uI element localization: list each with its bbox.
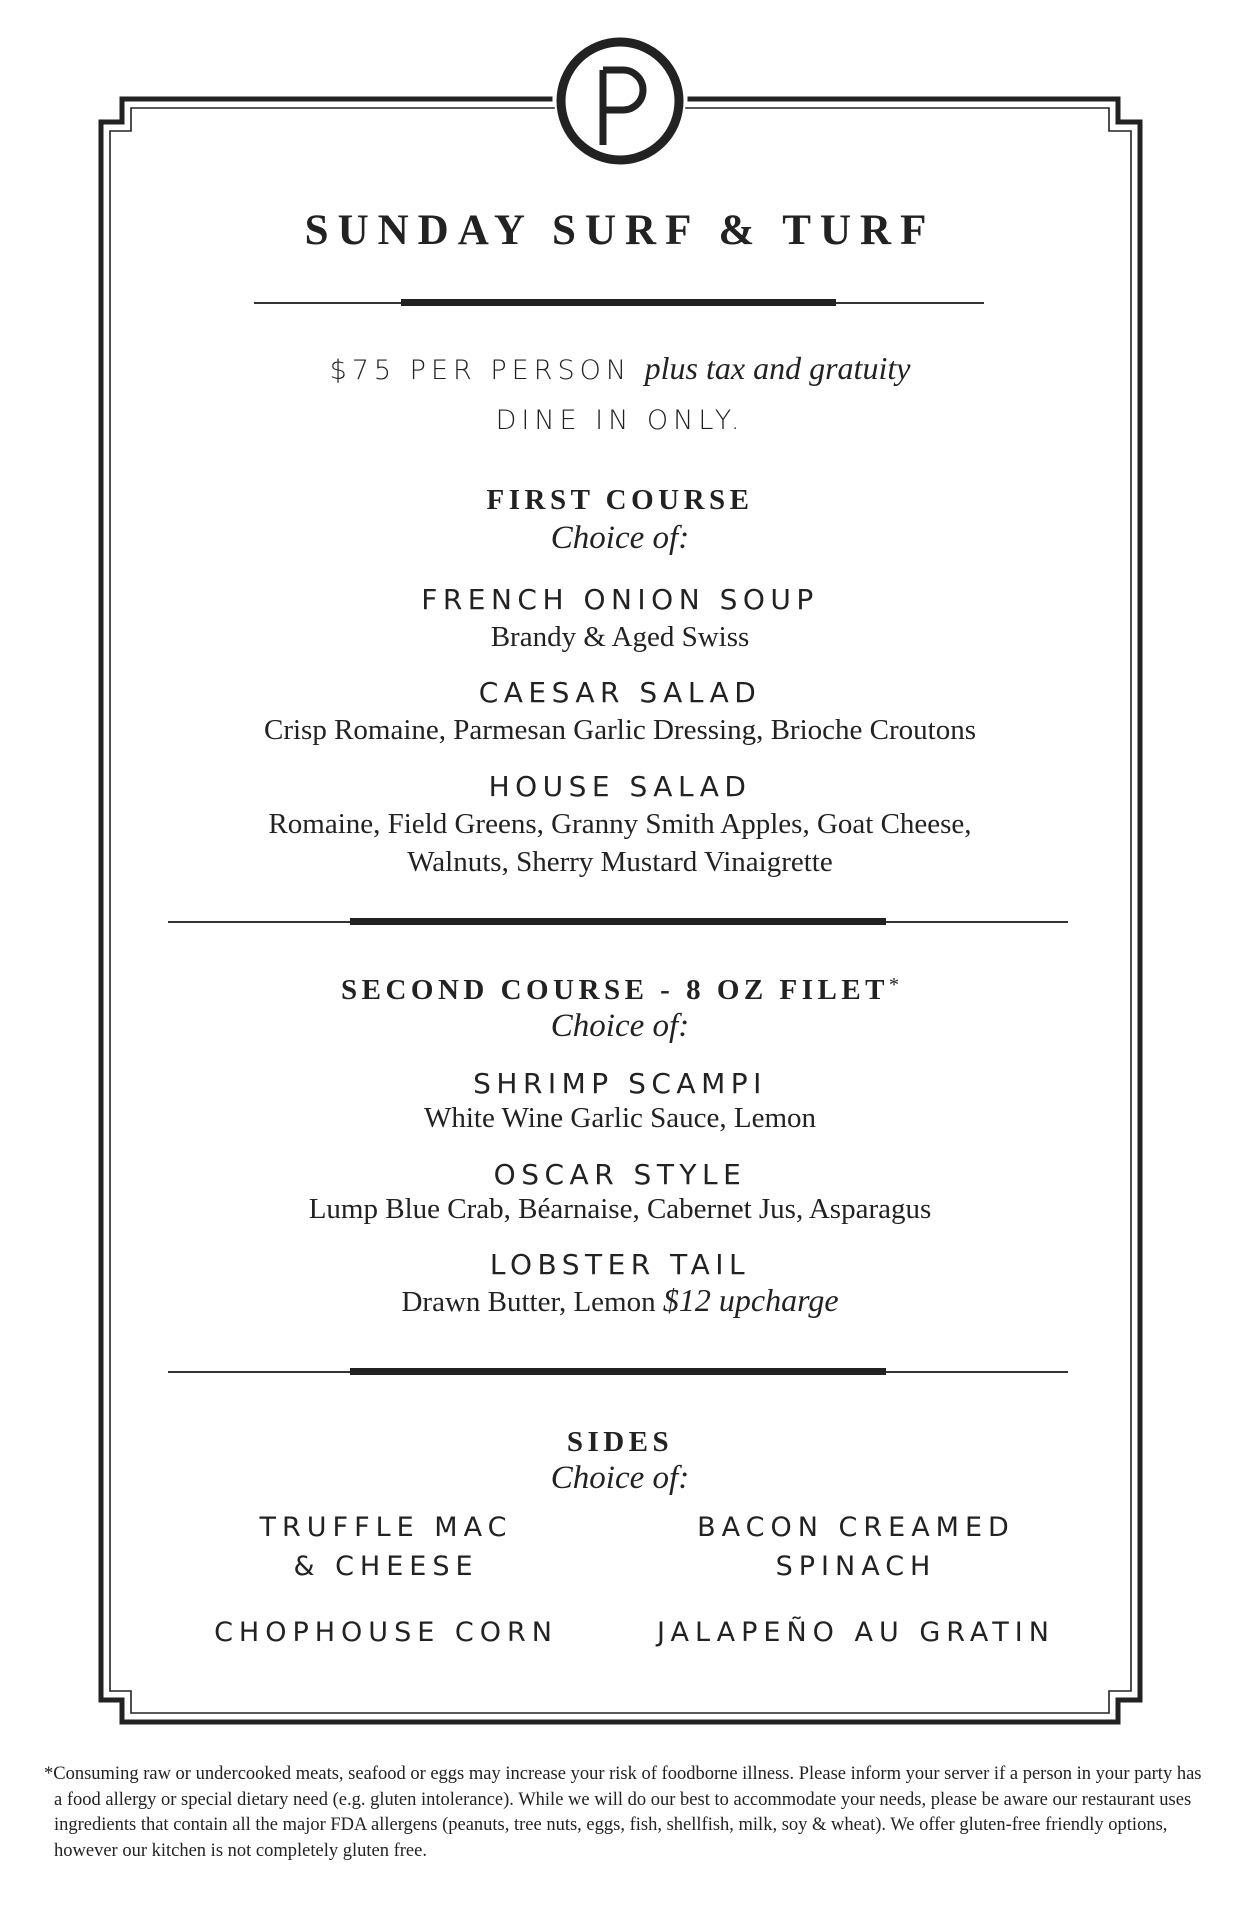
menu-item-desc — [100, 1281, 1140, 1321]
price-line — [100, 350, 1140, 387]
side-item — [166, 1508, 606, 1586]
asterisk: * — [889, 974, 900, 996]
sides-choice: Choice of: — [550, 1460, 690, 1496]
menu-title: SUNDAY SURF & TURF — [304, 207, 936, 254]
side-item — [166, 1613, 606, 1652]
menu-item-desc: Romaine, Field Greens, Granny Smith Apples, Goat Cheese, — [268, 808, 972, 840]
side-item-line: SPINACH — [775, 1551, 937, 1582]
price: $75 PER PERSON — [329, 355, 632, 386]
side-item-line: JALAPEÑO AU GRATIN — [657, 1617, 1055, 1648]
price-note: plus tax and gratuity — [644, 350, 911, 386]
restaurant-logo — [554, 35, 686, 167]
menu-item-desc: Walnuts, Sherry Mustard Vinaigrette — [407, 846, 833, 878]
menu-item-desc: Crisp Romaine, Parmesan Garlic Dressing, Brioche Croutons — [264, 714, 976, 746]
lobster-desc: Drawn Butter, Lemon — [401, 1286, 656, 1318]
first-course-choice: Choice of: — [550, 520, 690, 556]
menu-item-name: SHRIMP SCAMPI — [473, 1067, 767, 1100]
allergen-disclaimer: *Consuming raw or undercooked meats, seafood or eggs may increase your risk of foodborne illness. Please inform your server if a person in your party has a food allergy or special dietary need (e.g. gluten intolerance). While we will do our best to accommodate your needs, please be aware our restaurant uses ingredients that contain all the major FDA allergens (peanuts, tree nuts, eggs, fish, shellfish, milk, soy & wheat). We offer gluten-free friendly options, however our kitchen is not completely gluten free. — [44, 1764, 1202, 1861]
second-course-title: SECOND COURSE - 8 OZ FILET — [340, 974, 890, 1006]
upcharge-note: $12 upcharge — [662, 1282, 839, 1318]
dine-in-note: DINE IN ONLY. — [495, 405, 745, 436]
menu-item-name: CAESAR SALAD — [478, 676, 762, 709]
side-item-line: TRUFFLE MAC — [259, 1512, 513, 1543]
menu-item-name: LOBSTER TAIL — [489, 1248, 751, 1281]
menu-item-desc: White Wine Garlic Sauce, Lemon — [423, 1102, 817, 1134]
second-course-choice: Choice of: — [550, 1008, 690, 1044]
menu-item-name: HOUSE SALAD — [488, 770, 752, 803]
side-item-line: CHOPHOUSE CORN — [214, 1617, 558, 1648]
menu-item-desc: Lump Blue Crab, Béarnaise, Cabernet Jus, Asparagus — [308, 1193, 932, 1225]
menu-item-name: OSCAR STYLE — [493, 1158, 747, 1191]
side-item — [636, 1508, 1076, 1586]
sides-heading: SIDES — [566, 1426, 674, 1458]
menu-item-desc: Brandy & Aged Swiss — [490, 621, 750, 653]
menu-item-name: FRENCH ONION SOUP — [421, 583, 819, 616]
side-item-line: & CHEESE — [293, 1551, 479, 1582]
side-item — [636, 1613, 1076, 1652]
second-course-heading — [100, 974, 1140, 1007]
side-item-line: BACON CREAMED — [697, 1512, 1015, 1543]
first-course-heading: FIRST COURSE — [486, 484, 754, 516]
